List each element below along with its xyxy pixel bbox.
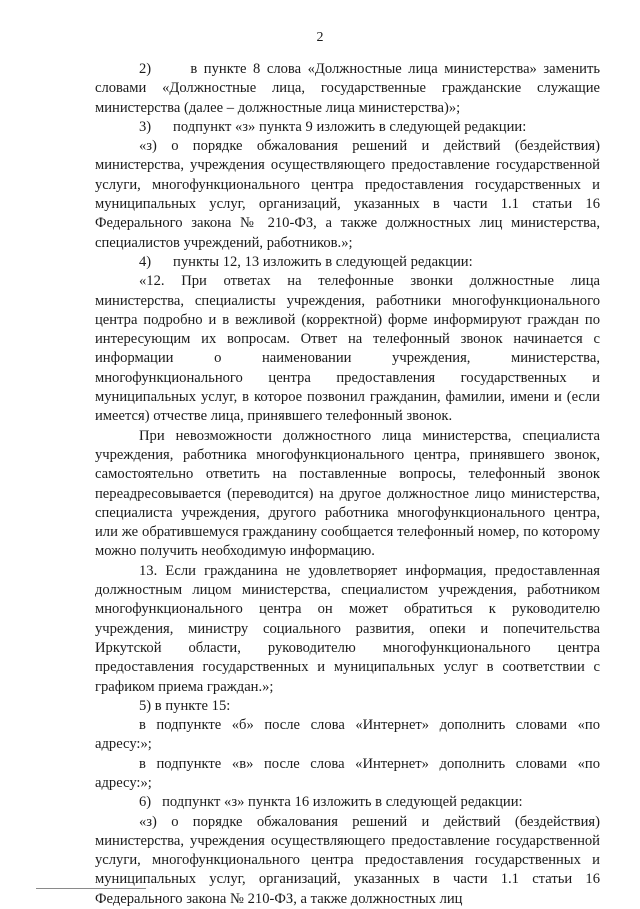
- paragraph-point-12: «12. При ответах на телефонные звонки должностные лица министерства, специалисты учреждения, работники многофункционального центра подробно и в вежливой (корректной) форме информируют граждан по интересующим их вопросам. Ответ на телефонный звонок начинается с информации о наименовании учреждения, министерства, многофункционального центра предоставления государственных и муниципальных услуг, в которое позвонил гражданин, фамилии, имени и (если имеется) отчестве лица, принявшего телефонный звонок.: [95, 273, 600, 425]
- paragraph-subitem-b: в подпункте «б» после слова «Интернет» дополнить словами «по адресу:»;: [95, 717, 600, 753]
- paragraph-subitem-v: в подпункте «в» после слова «Интернет» дополнить словами «по адресу:»;: [95, 755, 600, 791]
- paragraph-subitem-z: «з) о порядке обжалования решений и действий (бездействия) министерства, учреждения осуществляющего предоставление государственной услуги, многофункционального центра предоставления государственных и муниципальных услуг, организаций, указанных в части 1.1 статьи 16 Федерального закона № 210-ФЗ, а также должностных лиц министерства, специалистов учреждений, работников.»;: [95, 138, 600, 251]
- footnote-divider: [36, 888, 146, 889]
- paragraph-item-5: 5) в пункте 15:: [139, 697, 231, 714]
- paragraph-subitem-z-2: «з) о порядке обжалования решений и действий (бездействия) министерства, учреждения осуществляющего предоставление государственной услуги, многофункционального центра предоставления государственных и муниципальных услуг, организаций, указанных в части 1.1 статьи 16 Федерального закона № 210-ФЗ, а также должностных лиц: [95, 813, 600, 907]
- paragraph-item-4: 4) пункты 12, 13 изложить в следующей редакции:: [139, 253, 473, 270]
- paragraph-item-2: 2) в пункте 8 слова «Должностные лица министерства» заменить словами «Должностные лица, государственные гражданские служащие министерства (далее – должностные лица министерства)»;: [95, 61, 600, 116]
- page-number: 2: [316, 30, 324, 45]
- paragraph-point-13: 13. Если гражданина не удовлетворяет информация, предоставленная должностным лицом министерства, специалистом учреждения, работником многофункционального центра он может обратиться к руководителю учреждения, министру социального развития, опеки и попечительства Иркутской области, руководителю многофункционального центра предоставления государственных и муниципальных услуг в соответствии с графиком приема граждан.»;: [95, 562, 600, 695]
- paragraph-item-3: 3) подпункт «з» пункта 9 изложить в следующей редакции:: [139, 118, 527, 135]
- paragraph-point-12-continued: При невозможности должностного лица министерства, специалиста учреждения, работника многофункционального центра, принявшего звонок, самостоятельно ответить на поставленные вопросы, телефонный звонок переадресовывается (переводится) на другое должностное лицо министерства, специалиста учреждения, другого работника многофункционального центра, или же обратившемуся гражданину сообщается телефонный номер, по которому можно получить необходимую информацию.: [95, 427, 600, 560]
- document-body: [95, 60, 600, 909]
- paragraph-item-6: 6) подпункт «з» пункта 16 изложить в следующей редакции:: [139, 794, 523, 811]
